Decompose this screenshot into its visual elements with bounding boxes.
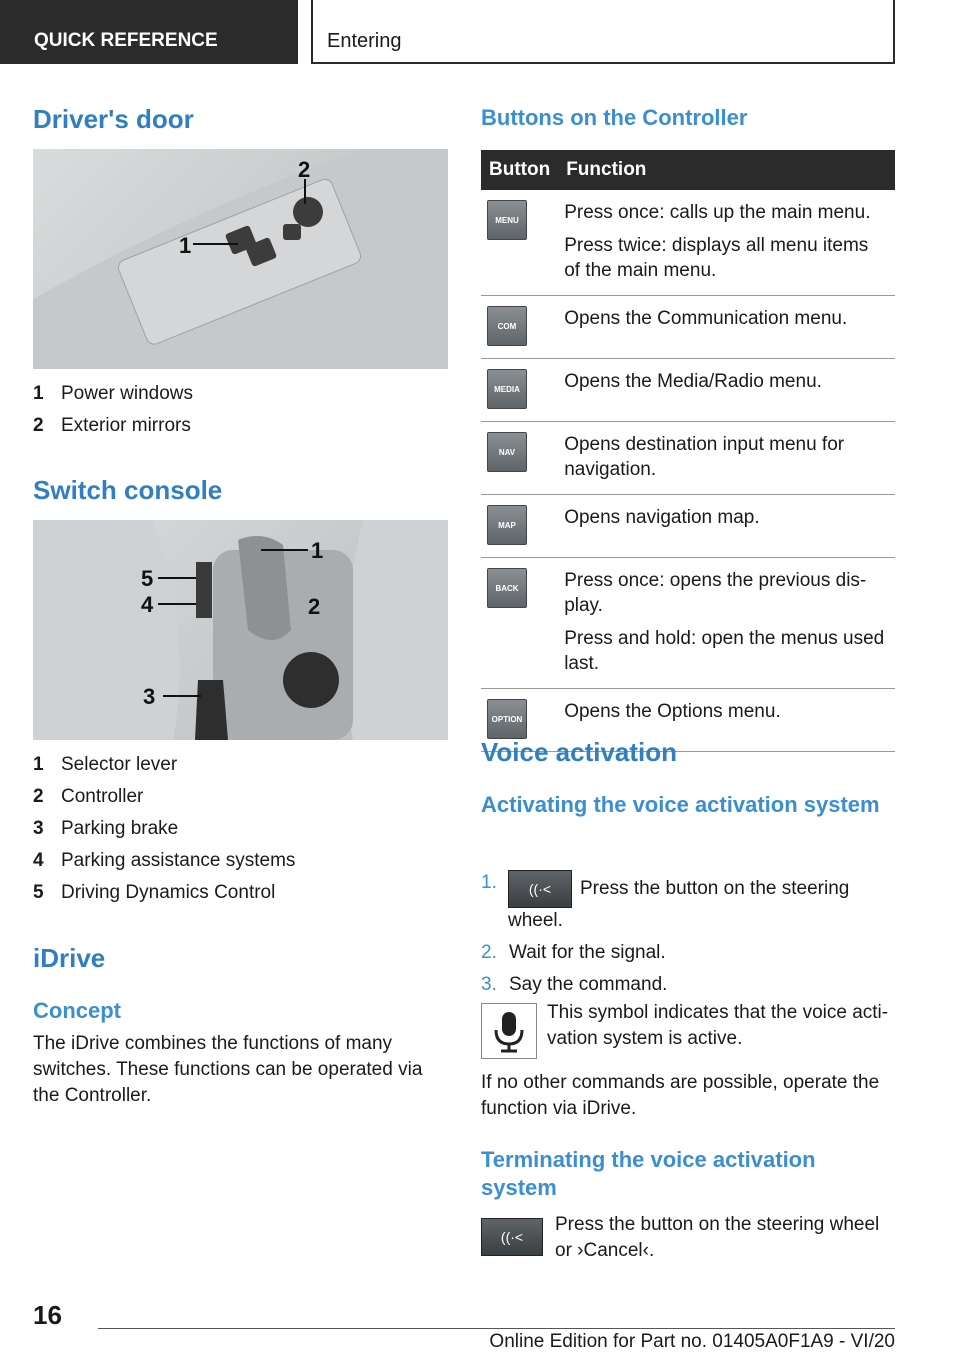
step-number: 3. bbox=[481, 974, 497, 995]
legend-text: Selector lever bbox=[61, 754, 178, 775]
page-number: 16 bbox=[33, 1300, 62, 1330]
drivers-door-photo bbox=[33, 149, 448, 369]
switch-console-photo bbox=[33, 520, 448, 740]
legend-item bbox=[33, 410, 193, 442]
photo-callout-1: 1 bbox=[311, 538, 324, 563]
concept-text: The iDrive combines the functions of many switches. These functions can be operated via the Controller. bbox=[33, 1033, 423, 1106]
map-button-icon: MAP bbox=[487, 505, 527, 545]
legend-text: Power windows bbox=[61, 383, 193, 404]
voice-symbol-note: This symbol indicates that the voice acti-vation system is active. bbox=[547, 1002, 889, 1049]
nav-button-icon: NAV bbox=[487, 432, 527, 472]
voice-activation-heading: Voice activation bbox=[481, 737, 678, 767]
legend-item bbox=[33, 781, 295, 813]
photo-callout-2: 2 bbox=[298, 157, 311, 182]
photo-callout-5: 5 bbox=[141, 566, 154, 591]
section-tab: QUICK REFERENCE bbox=[0, 0, 298, 64]
legend-item bbox=[33, 378, 193, 410]
back-button-icon: BACK bbox=[487, 568, 527, 608]
table-row bbox=[481, 495, 895, 558]
controller-buttons-table bbox=[481, 150, 895, 752]
col-button-header: Button bbox=[481, 150, 558, 190]
photo-callout-1: 1 bbox=[179, 233, 192, 258]
footer-divider bbox=[98, 1328, 895, 1329]
legend-text: Parking brake bbox=[61, 818, 179, 839]
table-row bbox=[481, 422, 895, 495]
legend-number: 1 bbox=[33, 754, 44, 775]
option-button-icon: OPTION bbox=[487, 699, 527, 739]
edition-note: Online Edition for Part no. 01405A0F1A9 - VI/20 bbox=[489, 1331, 895, 1352]
photo-callout-2: 2 bbox=[308, 594, 321, 619]
step-text: Wait for the signal. bbox=[509, 942, 666, 963]
step-text: Press the button on the steering wheel. bbox=[507, 878, 850, 931]
function-text: Press and hold: open the menus used last. bbox=[564, 628, 885, 674]
drivers-door-legend bbox=[33, 378, 193, 442]
function-text: Opens navigation map. bbox=[564, 507, 760, 528]
table-row bbox=[481, 296, 895, 359]
step-item bbox=[481, 972, 895, 997]
voice-fallback-text: If no other commands are possible, operate the function via iDrive. bbox=[481, 1072, 880, 1119]
drivers-door-heading: Driver's door bbox=[33, 104, 194, 134]
com-button-icon: COM bbox=[487, 306, 527, 346]
table-header-row bbox=[481, 150, 895, 190]
legend-item bbox=[33, 877, 295, 909]
step-number: 2. bbox=[481, 942, 497, 963]
microphone-icon bbox=[481, 1003, 537, 1059]
terminate-text: Press the button on the steering wheel or ›Cancel‹. bbox=[555, 1214, 880, 1261]
chapter-tab: Entering bbox=[311, 0, 895, 64]
table-row bbox=[481, 190, 895, 296]
switch-console-legend bbox=[33, 749, 295, 909]
legend-number: 4 bbox=[33, 850, 44, 871]
table-row bbox=[481, 359, 895, 422]
legend-text: Parking assistance systems bbox=[61, 850, 296, 871]
media-button-icon: MEDIA bbox=[487, 369, 527, 409]
table-row bbox=[481, 558, 895, 689]
step-text: Say the command. bbox=[509, 974, 668, 995]
function-text: Opens destination input menu for navigation. bbox=[564, 434, 845, 480]
function-text: Opens the Options menu. bbox=[564, 701, 781, 722]
step-item bbox=[481, 940, 895, 965]
legend-item bbox=[33, 813, 295, 845]
legend-number: 1 bbox=[33, 383, 44, 404]
terminating-voice-heading: Terminating the voice activation system bbox=[481, 1147, 816, 1200]
activating-voice-heading: Activating the voice activation system bbox=[481, 792, 880, 817]
step-item bbox=[481, 870, 895, 933]
controller-buttons-heading: Buttons on the Controller bbox=[481, 105, 748, 130]
activation-steps bbox=[481, 870, 895, 1004]
legend-number: 2 bbox=[33, 415, 44, 436]
voice-button-icon: ((·< bbox=[508, 870, 572, 908]
legend-text: Controller bbox=[61, 786, 144, 807]
menu-button-icon: MENU bbox=[487, 200, 527, 240]
legend-number: 2 bbox=[33, 786, 44, 807]
photo-callout-4: 4 bbox=[141, 592, 154, 617]
legend-number: 3 bbox=[33, 818, 44, 839]
col-function-header: Function bbox=[558, 150, 895, 190]
function-text: Press once: opens the previous dis-play. bbox=[564, 570, 867, 616]
photo-callout-3: 3 bbox=[143, 684, 156, 709]
step-number: 1. bbox=[481, 872, 497, 893]
switch-console-heading: Switch console bbox=[33, 475, 223, 505]
legend-number: 5 bbox=[33, 882, 44, 903]
legend-item bbox=[33, 749, 295, 781]
function-text: Opens the Communication menu. bbox=[564, 308, 848, 329]
concept-heading: Concept bbox=[33, 998, 121, 1023]
function-text: Press once: calls up the main menu. bbox=[564, 202, 871, 223]
idrive-heading: iDrive bbox=[33, 943, 106, 973]
voice-button-icon: ((·< bbox=[481, 1218, 551, 1256]
function-text: Press twice: displays all menu items of the main menu. bbox=[564, 235, 869, 281]
legend-item bbox=[33, 845, 295, 877]
legend-text: Driving Dynamics Control bbox=[61, 882, 276, 903]
function-text: Opens the Media/Radio menu. bbox=[564, 371, 822, 392]
legend-text: Exterior mirrors bbox=[61, 415, 191, 436]
